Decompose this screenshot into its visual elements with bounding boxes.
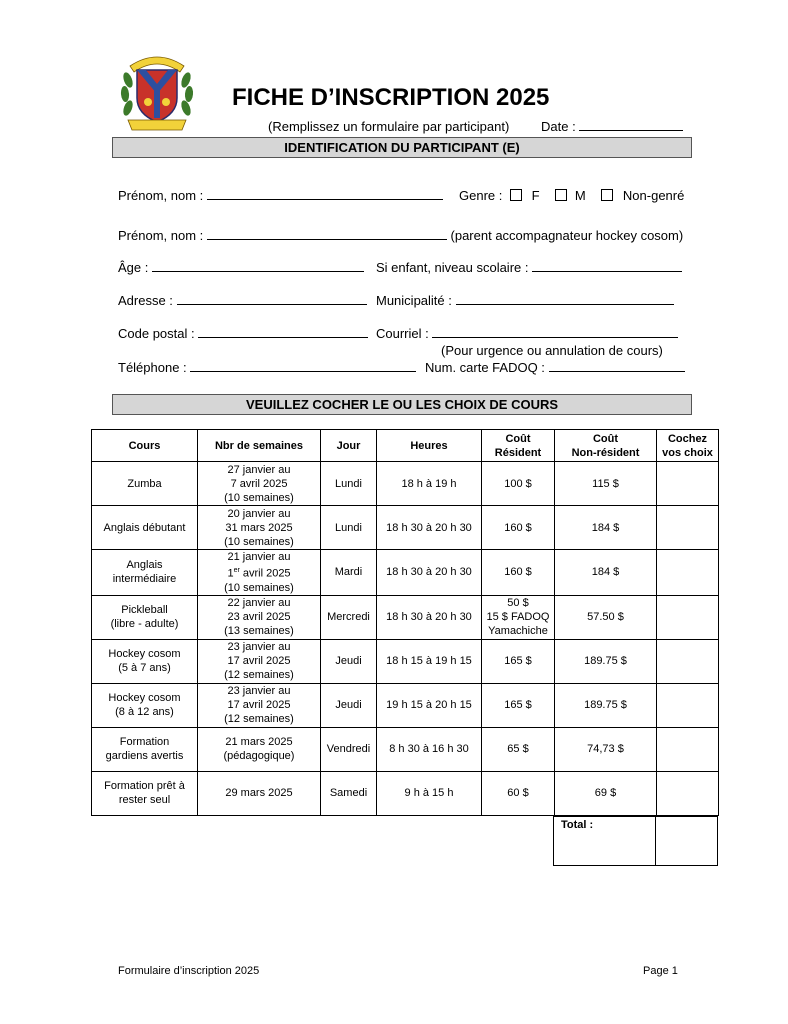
row-age — [118, 260, 364, 275]
municipalite-field[interactable] — [456, 293, 674, 305]
row-codepostal — [118, 326, 368, 341]
semaines-line: 21 mars 2025 — [225, 736, 293, 749]
cell-cout-resident — [482, 550, 555, 596]
semaines-line: (12 semaines) — [224, 713, 294, 726]
cell-jour: Mardi — [321, 550, 377, 596]
row-adresse — [118, 293, 367, 308]
prenom-parent-label: Prénom, nom : — [118, 228, 204, 243]
cours-line: Hockey cosom — [108, 648, 181, 661]
table-row — [92, 506, 719, 550]
fadoq-field[interactable] — [549, 360, 685, 372]
genre-nb-label: Non-genré — [622, 188, 685, 203]
row-municipalite — [376, 293, 674, 308]
form-subtitle: (Remplissez un formulaire par participant) — [268, 119, 510, 134]
semaines-line: (10 semaines) — [224, 581, 294, 594]
prenom-parent-field[interactable] — [207, 228, 447, 240]
table-row — [92, 462, 719, 506]
cell-semaines — [198, 771, 321, 815]
cell-heures: 18 h 15 à 19 h 15 — [377, 639, 482, 683]
cours-line: rester seul — [118, 794, 171, 807]
cell-cout-resident — [482, 727, 555, 771]
semaines-line: 21 janvier au — [227, 551, 291, 563]
resident-line: Yamachiche — [488, 625, 548, 638]
cell-cout-nonresident: 115 $ — [555, 462, 657, 506]
semaines-line: 17 avril 2025 — [227, 699, 291, 712]
row-prenom — [118, 188, 443, 203]
total-box — [553, 816, 718, 866]
cell-cochez-checkbox[interactable] — [657, 683, 719, 727]
semaines-line: 23 janvier au — [227, 641, 291, 654]
cell-heures: 9 h à 15 h — [377, 771, 482, 815]
cours-line: Formation — [119, 736, 170, 749]
cell-cochez-checkbox[interactable] — [657, 595, 719, 639]
cell-heures: 18 h 30 à 20 h 30 — [377, 550, 482, 596]
resident-line: 60 $ — [507, 787, 529, 800]
cell-jour: Samedi — [321, 771, 377, 815]
semaines-line: 17 avril 2025 — [227, 655, 291, 668]
semaines-line: 7 avril 2025 — [230, 477, 288, 490]
cell-cours — [92, 727, 198, 771]
section-identification-header: IDENTIFICATION DU PARTICIPANT (E) — [112, 137, 692, 158]
cell-cochez-checkbox[interactable] — [657, 550, 719, 596]
cell-cochez-checkbox[interactable] — [657, 727, 719, 771]
cell-semaines — [198, 595, 321, 639]
prenom-field[interactable] — [207, 188, 443, 200]
header-jour: Jour — [321, 430, 377, 462]
genre-m-checkbox[interactable] — [555, 189, 567, 201]
municipal-crest-logo — [118, 50, 196, 134]
resident-line: 165 $ — [504, 699, 532, 712]
cell-cout-nonresident: 189.75 $ — [555, 683, 657, 727]
cell-cochez-checkbox[interactable] — [657, 462, 719, 506]
semaines-line: (pédagogique) — [223, 750, 295, 763]
cours-line: Pickleball — [121, 604, 168, 617]
genre-f-checkbox[interactable] — [510, 189, 522, 201]
cell-jour: Jeudi — [321, 683, 377, 727]
semaines-line: (10 semaines) — [224, 491, 294, 504]
resident-line: 160 $ — [504, 521, 532, 534]
cours-line: (5 à 7 ans) — [118, 662, 171, 675]
row-telephone — [118, 360, 416, 375]
resident-line: 15 $ FADOQ — [486, 611, 550, 624]
cell-semaines — [198, 727, 321, 771]
cell-cout-nonresident: 74,73 $ — [555, 727, 657, 771]
cell-cout-nonresident: 69 $ — [555, 771, 657, 815]
table-row — [92, 683, 719, 727]
cell-cout-nonresident: 184 $ — [555, 550, 657, 596]
header-cout-nonresident — [555, 430, 657, 462]
cell-cours — [92, 506, 198, 550]
age-field[interactable] — [152, 260, 364, 272]
semaines-line: (13 semaines) — [224, 625, 294, 638]
semaines-line: (10 semaines) — [224, 535, 294, 548]
total-label: Total : — [554, 817, 656, 866]
cell-heures: 18 h 30 à 20 h 30 — [377, 595, 482, 639]
header-semaines: Nbr de semaines — [198, 430, 321, 462]
table-row — [92, 639, 719, 683]
cours-line: Anglais — [126, 559, 163, 572]
adresse-label: Adresse : — [118, 293, 173, 308]
genre-nb-checkbox[interactable] — [601, 189, 613, 201]
cell-jour: Vendredi — [321, 727, 377, 771]
adresse-field[interactable] — [177, 293, 367, 305]
table-row — [92, 771, 719, 815]
resident-line: 65 $ — [507, 743, 529, 756]
cell-jour: Lundi — [321, 462, 377, 506]
date-label: Date : — [541, 119, 576, 134]
cell-cours — [92, 771, 198, 815]
cell-cout-resident — [482, 595, 555, 639]
cell-semaines — [198, 683, 321, 727]
parent-note: (parent accompagnateur hockey cosom) — [450, 228, 684, 243]
cours-line: intermédiaire — [112, 573, 177, 586]
header-cout-nonresident-line2: Non-résident — [571, 446, 640, 459]
footer-left: Formulaire d’inscription 2025 — [118, 965, 260, 977]
cours-line: Formation prêt à — [104, 780, 185, 793]
date-line[interactable] — [579, 119, 683, 131]
cell-cout-resident — [482, 462, 555, 506]
cell-cours — [92, 639, 198, 683]
footer-page-number: Page 1 — [643, 965, 678, 977]
header-cochez-line1: Cochez — [667, 432, 708, 445]
row-fadoq — [425, 360, 685, 375]
section-cours-header: VEUILLEZ COCHER LE OU LES CHOIX DE COURS — [112, 394, 692, 415]
total-value-cell[interactable] — [656, 817, 718, 866]
age-label: Âge : — [118, 260, 149, 275]
cell-semaines — [198, 550, 321, 596]
codepostal-field[interactable] — [198, 326, 368, 338]
semaines-line: 20 janvier au — [227, 507, 291, 520]
semaines-line: 1er avril 2025 — [227, 567, 291, 580]
row-prenom-parent — [118, 228, 683, 243]
semaines-line: 22 janvier au — [227, 597, 291, 610]
form-title: FICHE D’INSCRIPTION 2025 — [232, 84, 550, 111]
cours-line: Anglais débutant — [103, 521, 186, 534]
genre-label: Genre : — [459, 188, 503, 203]
cell-cours — [92, 595, 198, 639]
courriel-field[interactable] — [432, 326, 678, 338]
genre-m-label: M — [574, 188, 586, 203]
cell-heures: 18 h 30 à 20 h 30 — [377, 506, 482, 550]
cell-cout-resident — [482, 506, 555, 550]
cours-line: (8 à 12 ans) — [115, 706, 174, 719]
header-cochez-line2: vos choix — [662, 446, 713, 459]
header-cochez — [657, 430, 719, 462]
resident-line: 160 $ — [504, 566, 532, 579]
header-cout-nonresident-line1: Coût — [592, 432, 619, 445]
cell-cout-resident — [482, 771, 555, 815]
cell-cout-nonresident: 184 $ — [555, 506, 657, 550]
cell-semaines — [198, 506, 321, 550]
cell-cout-resident — [482, 683, 555, 727]
header-cours: Cours — [92, 430, 198, 462]
courses-table — [91, 429, 719, 816]
row-courriel — [376, 326, 678, 341]
cell-heures: 8 h 30 à 16 h 30 — [377, 727, 482, 771]
resident-line: 100 $ — [504, 477, 532, 490]
resident-line: 50 $ — [507, 597, 529, 610]
cell-cochez-checkbox[interactable] — [657, 771, 719, 815]
semaines-line: 23 avril 2025 — [227, 611, 291, 624]
table-row — [92, 550, 719, 596]
courriel-label: Courriel : — [376, 326, 429, 341]
cell-heures: 18 h à 19 h — [377, 462, 482, 506]
cell-cours — [92, 550, 198, 596]
semaines-line: 23 janvier au — [227, 685, 291, 698]
cell-semaines — [198, 462, 321, 506]
cell-heures: 19 h 15 à 20 h 15 — [377, 683, 482, 727]
cell-cout-resident — [482, 639, 555, 683]
table-row — [92, 727, 719, 771]
header-cout-resident-line2: Résident — [494, 446, 542, 459]
cours-line: (libre - adulte) — [110, 618, 179, 631]
semaines-line: 31 mars 2025 — [225, 521, 293, 534]
cell-cochez-checkbox[interactable] — [657, 506, 719, 550]
date-field[interactable] — [541, 119, 683, 134]
header-cout-resident — [482, 430, 555, 462]
cell-cout-nonresident: 189.75 $ — [555, 639, 657, 683]
row-genre — [459, 188, 684, 203]
cell-cochez-checkbox[interactable] — [657, 639, 719, 683]
cell-jour: Lundi — [321, 506, 377, 550]
table-header-row — [92, 430, 719, 462]
table-row — [92, 595, 719, 639]
codepostal-label: Code postal : — [118, 326, 195, 341]
genre-f-label: F — [531, 188, 540, 203]
fadoq-label: Num. carte FADOQ : — [425, 360, 545, 375]
telephone-label: Téléphone : — [118, 360, 187, 375]
cell-jour: Mercredi — [321, 595, 377, 639]
semaines-line: (12 semaines) — [224, 669, 294, 682]
semaines-line: 29 mars 2025 — [225, 787, 293, 800]
cell-cours — [92, 462, 198, 506]
cell-cout-nonresident: 57.50 $ — [555, 595, 657, 639]
cours-line: Hockey cosom — [108, 692, 181, 705]
cell-jour: Jeudi — [321, 639, 377, 683]
header-cout-resident-line1: Coût — [505, 432, 531, 445]
cours-line: Zumba — [127, 477, 162, 490]
prenom-label: Prénom, nom : — [118, 188, 204, 203]
niveau-field[interactable] — [532, 260, 682, 272]
resident-line: 165 $ — [504, 655, 532, 668]
header-heures: Heures — [377, 430, 482, 462]
semaines-line: 27 janvier au — [227, 463, 291, 476]
courriel-note: (Pour urgence ou annulation de cours) — [441, 343, 663, 358]
cell-cours — [92, 683, 198, 727]
telephone-field[interactable] — [190, 360, 416, 372]
row-niveau — [376, 260, 682, 275]
niveau-label: Si enfant, niveau scolaire : — [376, 260, 529, 275]
municipalite-label: Municipalité : — [376, 293, 452, 308]
cell-semaines — [198, 639, 321, 683]
cours-line: gardiens avertis — [105, 750, 184, 763]
